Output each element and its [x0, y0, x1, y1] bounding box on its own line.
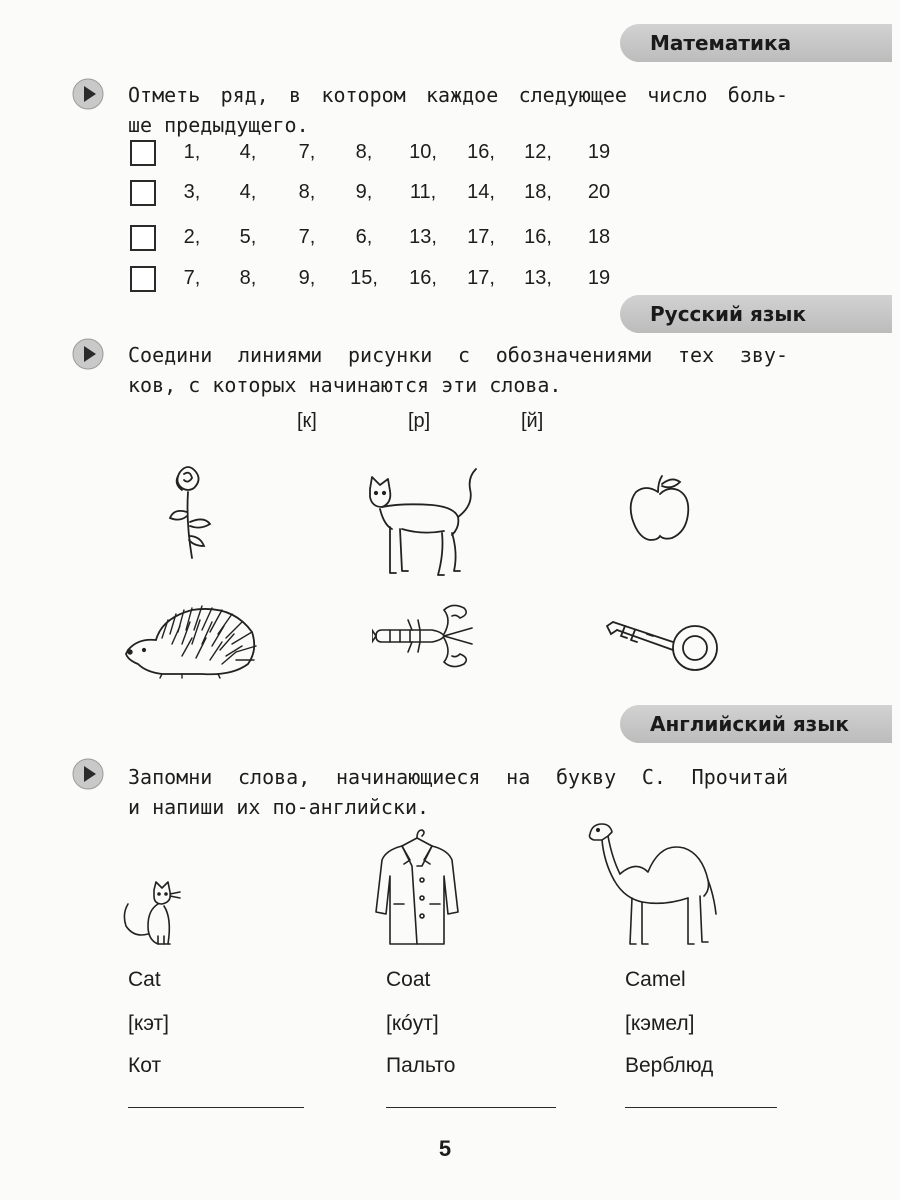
russian-task-text [128, 340, 788, 400]
row-number: 7, [183, 267, 201, 289]
task-line: и напиши их по-английски. [128, 795, 430, 819]
row-number: 12, [524, 141, 552, 163]
task-marker-icon [72, 78, 104, 110]
row-number: 4, [239, 141, 257, 163]
rose-icon[interactable] [160, 462, 220, 562]
english-word: Camel [625, 968, 686, 991]
section-tab-russian [620, 295, 892, 333]
row-number: 8, [355, 141, 373, 163]
answer-line[interactable] [625, 1107, 777, 1108]
row-number: 16, [467, 141, 495, 163]
english-word: Cat [128, 968, 161, 991]
task-line: Соедини линиями рисунки с обозначениями тех зву- [128, 343, 788, 367]
row-number: 9, [298, 267, 316, 289]
apple-icon[interactable] [626, 474, 692, 544]
sound-label-y[interactable]: [й] [521, 410, 544, 432]
section-tab-english [620, 705, 892, 743]
answer-checkbox[interactable] [130, 266, 156, 292]
answer-checkbox[interactable] [130, 140, 156, 166]
camel-icon [584, 818, 722, 950]
row-number: 5, [239, 226, 257, 248]
row-number: 6, [355, 226, 373, 248]
russian-word: Верблюд [625, 1054, 714, 1077]
task-line: Отметь ряд, в котором каждое следующее число боль- [128, 83, 788, 107]
row-number: 11, [409, 181, 437, 203]
answer-checkbox[interactable] [130, 180, 156, 206]
row-number: 8, [239, 267, 257, 289]
row-number: 17, [467, 226, 495, 248]
row-number: 13, [524, 267, 552, 289]
transcription: [кэмел] [625, 1012, 695, 1035]
row-number: 4, [239, 181, 257, 203]
hedgehog-icon[interactable] [122, 598, 260, 680]
answer-line[interactable] [128, 1107, 304, 1108]
english-task-text [128, 762, 788, 822]
section-title: Английский язык [650, 712, 849, 736]
page-number: 5 [438, 1136, 452, 1161]
row-number: 17, [467, 267, 495, 289]
cat-icon[interactable] [362, 465, 487, 580]
task-marker-icon [72, 758, 104, 790]
row-number: 2, [183, 226, 201, 248]
row-number: 9, [355, 181, 373, 203]
answer-line[interactable] [386, 1107, 556, 1108]
row-number: 16, [524, 226, 552, 248]
transcription: [кóут] [386, 1012, 439, 1035]
row-number: 19 [587, 141, 611, 163]
task-line: ков, с которых начинаются эти слова. [128, 373, 562, 397]
row-number: 15, [350, 267, 378, 289]
crayfish-icon[interactable] [372, 600, 474, 672]
row-number: 13, [409, 226, 437, 248]
section-title: Математика [650, 31, 792, 55]
cat-icon [118, 878, 184, 948]
section-title: Русский язык [650, 302, 807, 326]
row-number: 19 [587, 267, 611, 289]
sound-label-k[interactable]: [к] [297, 410, 317, 432]
task-line: ше предыдущего. [128, 113, 309, 137]
row-number: 3, [183, 181, 201, 203]
row-number: 8, [298, 181, 316, 203]
key-icon[interactable] [603, 612, 723, 678]
task-marker-icon [72, 338, 104, 370]
sound-label-r[interactable]: [р] [408, 410, 431, 432]
row-number: 1, [183, 141, 201, 163]
row-number: 16, [409, 267, 437, 289]
coat-icon [372, 826, 462, 948]
row-number: 14, [467, 181, 495, 203]
row-number: 18, [524, 181, 552, 203]
row-number: 18 [587, 226, 611, 248]
row-number: 20 [587, 181, 611, 203]
russian-word: Кот [128, 1054, 162, 1077]
task-line: Запомни слова, начинающиеся на букву С. Прочитай [128, 765, 788, 789]
russian-word: Пальто [386, 1054, 456, 1077]
row-number: 7, [298, 141, 316, 163]
english-word: Coat [386, 968, 431, 991]
row-number: 7, [298, 226, 316, 248]
math-task-text [128, 80, 788, 140]
transcription: [кэт] [128, 1012, 169, 1035]
answer-checkbox[interactable] [130, 225, 156, 251]
section-tab-math [620, 24, 892, 62]
row-number: 10, [409, 141, 437, 163]
